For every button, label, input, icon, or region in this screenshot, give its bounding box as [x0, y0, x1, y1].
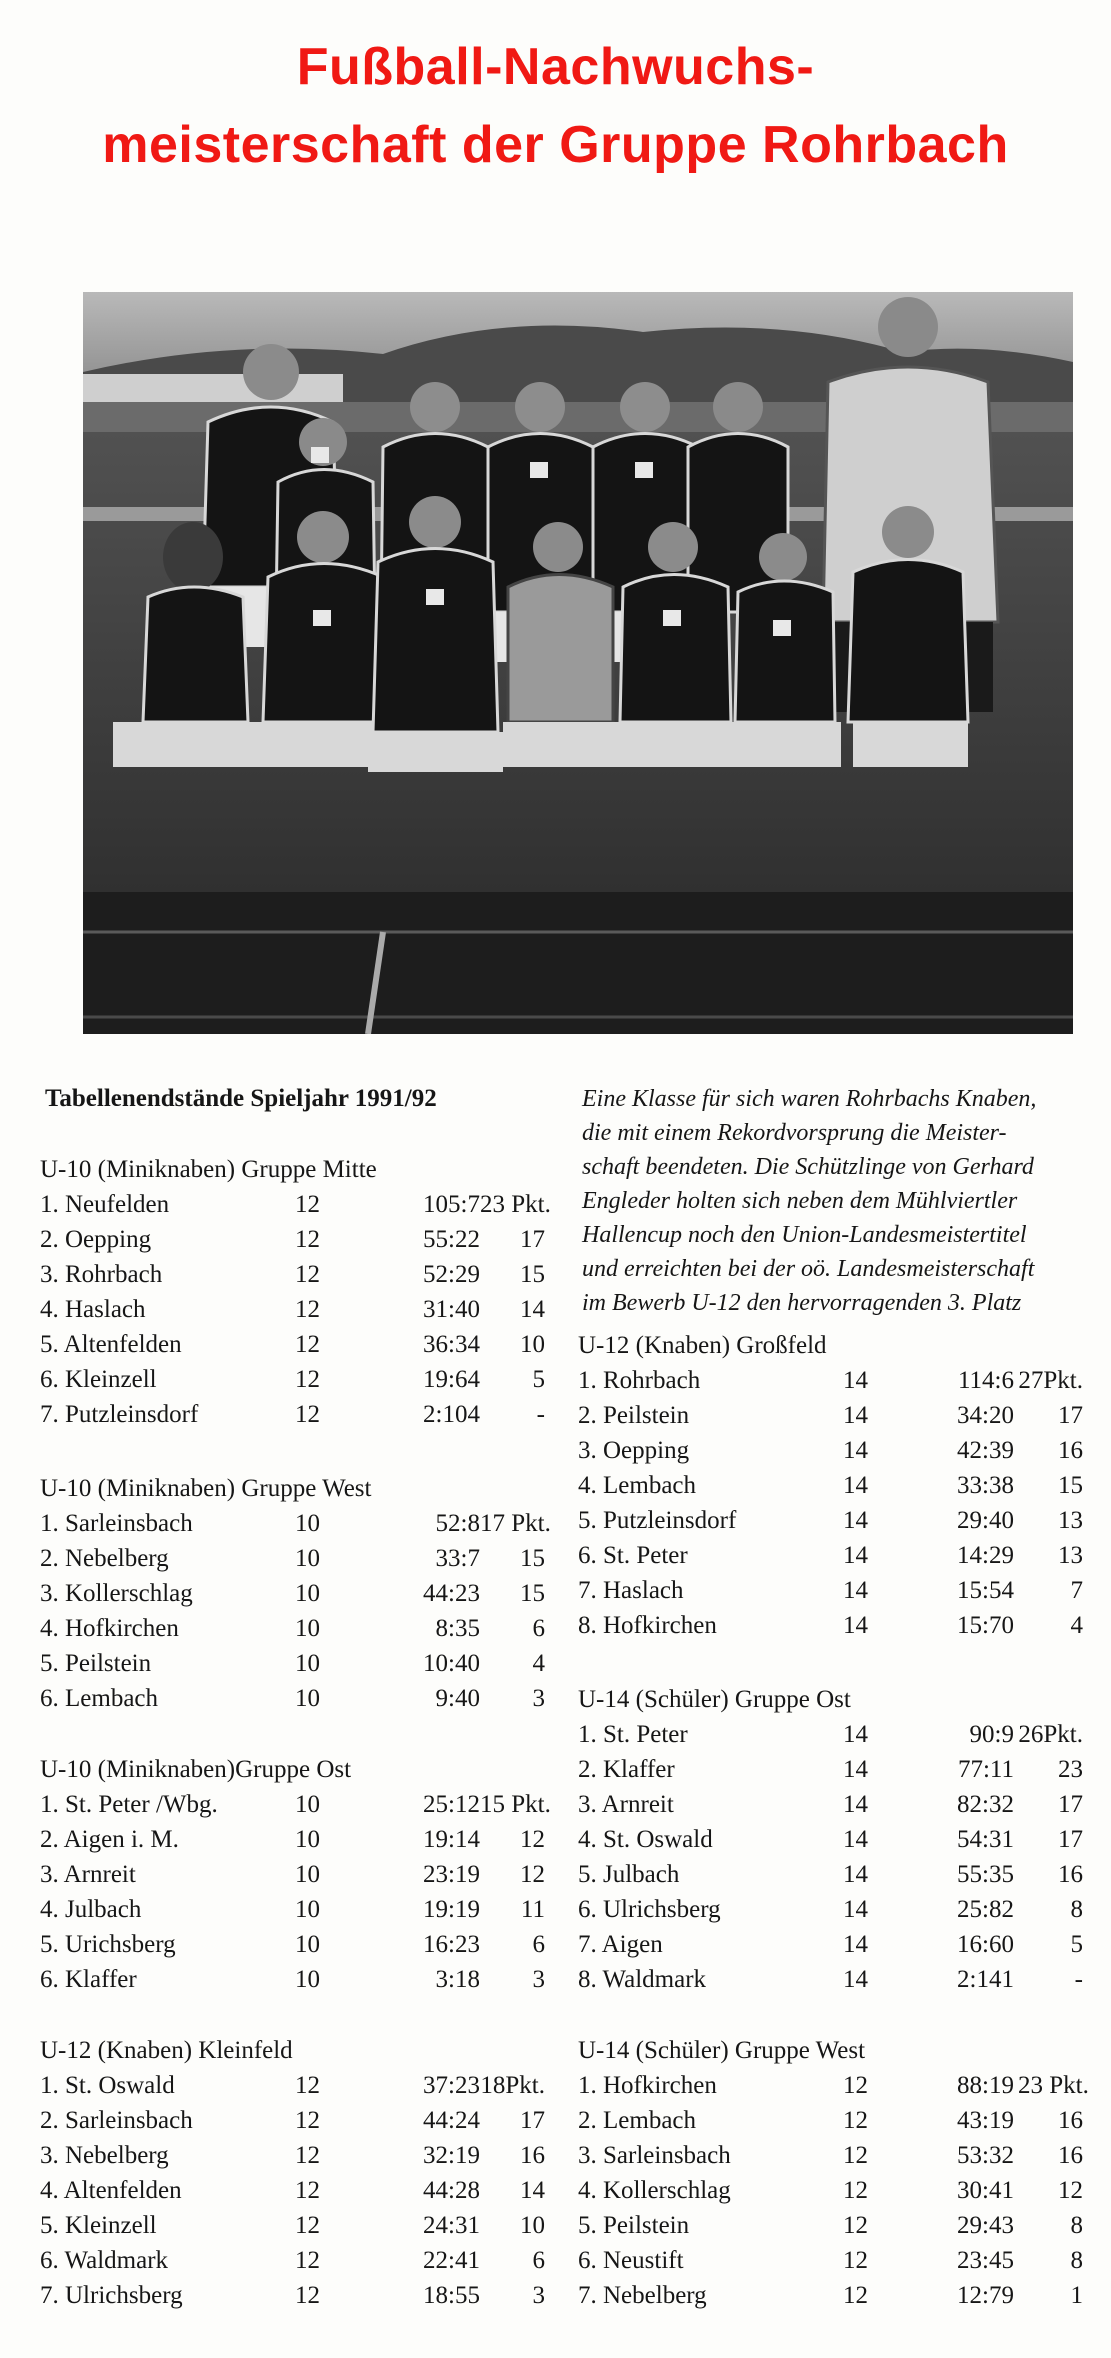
points: 6: [532, 1615, 545, 1642]
table-row: [578, 2278, 1088, 2313]
games-played: 12: [843, 2247, 868, 2274]
left-standings-column: [40, 1152, 550, 2313]
table-row: [578, 1857, 1088, 1892]
games-played: 12: [295, 1401, 320, 1428]
goal-ratio: 88:19: [957, 2072, 1014, 2099]
table-row: [578, 1363, 1088, 1398]
points: 6: [532, 1931, 545, 1958]
standings-group: [40, 1752, 550, 1997]
points: 12: [520, 1826, 545, 1853]
team-name: 5. Putzleinsdorf: [578, 1507, 737, 1534]
goal-ratio: 2:104: [423, 1401, 480, 1428]
table-row: [578, 1927, 1088, 1962]
standings-group: [578, 2033, 1088, 2313]
games-played: 10: [295, 1545, 320, 1572]
goal-ratio: 32:19: [423, 2142, 480, 2169]
team-name: 6. Kleinzell: [40, 1366, 157, 1393]
points: 14: [520, 2177, 545, 2204]
games-played: 12: [843, 2212, 868, 2239]
table-row: [578, 2138, 1088, 2173]
team-name: 4. Julbach: [40, 1896, 142, 1923]
table-row: [578, 2068, 1088, 2103]
team-name: 1. Sarleinsbach: [40, 1510, 193, 1537]
team-name: 4. Lembach: [578, 1472, 697, 1499]
team-name: 2. Klaffer: [578, 1756, 675, 1783]
points: 23 Pkt.: [480, 1191, 551, 1218]
team-name: 6. Waldmark: [40, 2247, 169, 2274]
points: 8: [1070, 2212, 1083, 2239]
games-played: 12: [295, 1296, 320, 1323]
points: 17: [1058, 1791, 1083, 1818]
team-name: 6. Neustift: [578, 2247, 684, 2274]
table-row: [40, 2278, 550, 2313]
games-played: 12: [295, 2177, 320, 2204]
goal-ratio: 53:32: [957, 2142, 1014, 2169]
games-played: 12: [843, 2072, 868, 2099]
points: 26Pkt.: [1018, 1721, 1083, 1748]
goal-ratio: 31:40: [423, 1296, 480, 1323]
team-name: 3. Kollerschlag: [40, 1580, 193, 1607]
group-title: U-14 (Schüler) Gruppe Ost: [578, 1686, 851, 1713]
table-row: [578, 2243, 1088, 2278]
team-photo-illustration: [83, 292, 1073, 1034]
standings-group: [578, 1682, 1088, 1997]
team-name: 4. Hofkirchen: [40, 1615, 179, 1642]
points: 16: [520, 2142, 545, 2169]
games-played: 14: [843, 1437, 868, 1464]
table-row: [40, 1541, 550, 1576]
points: 18Pkt.: [480, 2072, 545, 2099]
games-played: 10: [295, 1615, 320, 1642]
goal-ratio: 42:39: [957, 1437, 1014, 1464]
team-name: 5. Peilstein: [40, 1650, 152, 1677]
intro-line: Engleder holten sich neben dem Mühlviertler: [582, 1188, 1018, 1214]
table-row: [578, 1398, 1088, 1433]
points: 16: [1058, 2142, 1083, 2169]
intro-line: im Bewerb U-12 den hervorragenden 3. Platz: [582, 1290, 1022, 1316]
points: 17: [1058, 1826, 1083, 1853]
standings-group: [40, 1152, 550, 1432]
games-played: 12: [843, 2177, 868, 2204]
team-name: 5. Urichsberg: [40, 1931, 176, 1958]
goal-ratio: 16:23: [423, 1931, 480, 1958]
goal-ratio: 23:19: [423, 1861, 480, 1888]
goal-ratio: 105:7: [423, 1191, 480, 1218]
team-name: 2. Aigen i. M.: [40, 1826, 179, 1853]
team-name: 3. Rohrbach: [40, 1261, 163, 1288]
team-name: 3. Nebelberg: [40, 2142, 169, 2169]
games-played: 10: [295, 1580, 320, 1607]
goal-ratio: 29:43: [957, 2212, 1014, 2239]
intro-line: Eine Klasse für sich waren Rohrbachs Knaben,: [582, 1086, 1037, 1112]
team-name: 2. Sarleinsbach: [40, 2107, 193, 2134]
table-row: [578, 1468, 1088, 1503]
games-played: 14: [843, 1931, 868, 1958]
points: 3: [532, 2282, 545, 2309]
team-name: 2. Nebelberg: [40, 1545, 169, 1572]
intro-line: Hallencup noch den Union-Landesmeistertitel: [582, 1222, 1027, 1248]
team-name: 5. Peilstein: [578, 2212, 690, 2239]
games-played: 14: [843, 1472, 868, 1499]
table-row: [578, 1962, 1088, 1997]
points: 16: [1058, 1437, 1083, 1464]
games-played: 12: [843, 2142, 868, 2169]
table-row: [578, 2208, 1088, 2243]
games-played: 10: [295, 1791, 320, 1818]
team-name: 5. Kleinzell: [40, 2212, 157, 2239]
intro-line: und erreichten bei der oö. Landesmeisterschaft: [582, 1256, 1035, 1282]
games-played: 10: [295, 1826, 320, 1853]
table-row: [578, 1573, 1088, 1608]
goal-ratio: 19:64: [423, 1366, 480, 1393]
goal-ratio: 55:22: [423, 1226, 480, 1253]
table-row: [40, 1681, 550, 1716]
games-played: 14: [843, 1966, 868, 1993]
points: 5: [532, 1366, 545, 1393]
goal-ratio: 12:79: [957, 2282, 1014, 2309]
games-played: 12: [295, 1261, 320, 1288]
goal-ratio: 29:40: [957, 1507, 1014, 1534]
games-played: 14: [843, 1577, 868, 1604]
goal-ratio: 10:40: [423, 1650, 480, 1677]
points: 17: [520, 2107, 545, 2134]
team-name: 1. Neufelden: [40, 1191, 170, 1218]
title-line-2: meisterschaft der Gruppe Rohrbach: [102, 116, 1009, 174]
table-row: [40, 1506, 550, 1541]
table-row: [40, 2208, 550, 2243]
goal-ratio: 25:82: [957, 1896, 1014, 1923]
points: 17: [1058, 1402, 1083, 1429]
team-name: 1. Hofkirchen: [578, 2072, 717, 2099]
points: 8: [1070, 1896, 1083, 1923]
goal-ratio: 52:8: [435, 1510, 480, 1537]
games-played: 14: [843, 1507, 868, 1534]
team-name: 1. Rohrbach: [578, 1367, 701, 1394]
table-row: [578, 1892, 1088, 1927]
games-played: 10: [295, 1685, 320, 1712]
games-played: 10: [295, 1510, 320, 1537]
points: 16: [1058, 2107, 1083, 2134]
goal-ratio: 23:45: [957, 2247, 1014, 2274]
table-row: [40, 1576, 550, 1611]
goal-ratio: 16:60: [957, 1931, 1014, 1958]
points: 4: [1070, 1612, 1083, 1639]
table-row: [578, 1503, 1088, 1538]
table-row: [578, 1822, 1088, 1857]
team-photo: [83, 292, 1073, 1034]
team-name: 1. St. Peter: [578, 1721, 688, 1748]
points: 17 Pkt.: [480, 1510, 551, 1537]
goal-ratio: 18:55: [423, 2282, 480, 2309]
table-row: [40, 2138, 550, 2173]
points: 3: [532, 1685, 545, 1712]
table-row: [40, 1222, 550, 1257]
games-played: 14: [843, 1721, 868, 1748]
games-played: 10: [295, 1650, 320, 1677]
points: 23: [1058, 1756, 1083, 1783]
intro-line: schaft beendeten. Die Schützlinge von Gerhard: [582, 1154, 1034, 1180]
table-row: [40, 2173, 550, 2208]
team-name: 4. Altenfelden: [40, 2177, 182, 2204]
table-row: [578, 2173, 1088, 2208]
points: 13: [1058, 1507, 1083, 1534]
goal-ratio: 30:41: [957, 2177, 1014, 2204]
team-name: 2. Lembach: [578, 2107, 697, 2134]
points: 27Pkt.: [1018, 1367, 1083, 1394]
table-row: [40, 2243, 550, 2278]
goal-ratio: 2:141: [957, 1966, 1014, 1993]
page-title: [0, 28, 1111, 184]
team-name: 1. St. Oswald: [40, 2072, 175, 2099]
right-standings-column: [578, 1328, 1088, 2313]
games-played: 14: [843, 1861, 868, 1888]
goal-ratio: 24:31: [423, 2212, 480, 2239]
title-line-1: Fußball-Nachwuchs-: [296, 38, 815, 96]
points: 17: [520, 1226, 545, 1253]
goal-ratio: 9:40: [435, 1685, 480, 1712]
table-row: [40, 1822, 550, 1857]
games-played: 12: [295, 2107, 320, 2134]
team-name: 6. Ulrichsberg: [578, 1896, 721, 1923]
table-row: [40, 1962, 550, 1997]
points: 3: [532, 1966, 545, 1993]
games-played: 10: [295, 1896, 320, 1923]
points: 14: [520, 1296, 545, 1323]
points: -: [536, 1401, 545, 1428]
team-name: 6. St. Peter: [578, 1542, 688, 1569]
table-row: [578, 1752, 1088, 1787]
table-row: [578, 1787, 1088, 1822]
points: 10: [520, 2212, 545, 2239]
goal-ratio: 44:23: [423, 1580, 480, 1607]
goal-ratio: 14:29: [957, 1542, 1014, 1569]
group-title: U-10 (Miniknaben) Gruppe West: [40, 1475, 372, 1502]
team-name: 2. Oepping: [40, 1226, 152, 1253]
team-name: 1. St. Peter /Wbg.: [40, 1791, 218, 1818]
games-played: 12: [295, 2072, 320, 2099]
table-row: [578, 2103, 1088, 2138]
goal-ratio: 44:28: [423, 2177, 480, 2204]
goal-ratio: 114:6: [957, 1367, 1014, 1394]
team-name: 2. Peilstein: [578, 1402, 690, 1429]
goal-ratio: 33:38: [957, 1472, 1014, 1499]
games-played: 12: [295, 1366, 320, 1393]
team-name: 7. Nebelberg: [578, 2282, 707, 2309]
group-title: U-14 (Schüler) Gruppe West: [578, 2037, 866, 2064]
goal-ratio: 52:29: [423, 1261, 480, 1288]
standings-group: [578, 1328, 1088, 1643]
group-title: U-12 (Knaben) Großfeld: [578, 1332, 827, 1359]
points: 16: [1058, 1861, 1083, 1888]
points: 12: [520, 1861, 545, 1888]
table-row: [40, 1362, 550, 1397]
group-title: U-12 (Knaben) Kleinfeld: [40, 2037, 293, 2064]
team-name: 7. Haslach: [578, 1577, 684, 1604]
games-played: 14: [843, 1542, 868, 1569]
table-row: [40, 1646, 550, 1681]
table-row: [40, 1857, 550, 1892]
table-row: [40, 1611, 550, 1646]
team-name: 3. Sarleinsbach: [578, 2142, 731, 2169]
points: 13: [1058, 1542, 1083, 1569]
goal-ratio: 36:34: [423, 1331, 480, 1358]
games-played: 12: [295, 1191, 320, 1218]
games-played: 10: [295, 1861, 320, 1888]
goal-ratio: 3:18: [435, 1966, 480, 1993]
team-name: 8. Hofkirchen: [578, 1612, 717, 1639]
points: 15: [1058, 1472, 1083, 1499]
table-row: [578, 1717, 1088, 1752]
group-title: U-10 (Miniknaben) Gruppe Mitte: [40, 1156, 377, 1183]
team-name: 4. Haslach: [40, 1296, 146, 1323]
games-played: 14: [843, 1402, 868, 1429]
points: 1: [1070, 2282, 1083, 2309]
goal-ratio: 37:23: [423, 2072, 480, 2099]
goal-ratio: 33:7: [435, 1545, 480, 1572]
games-played: 12: [295, 2142, 320, 2169]
points: 5: [1070, 1931, 1083, 1958]
team-name: 3. Arnreit: [40, 1861, 136, 1888]
goal-ratio: 19:14: [423, 1826, 480, 1853]
games-played: 10: [295, 1966, 320, 1993]
games-played: 10: [295, 1931, 320, 1958]
team-name: 7. Aigen: [578, 1931, 663, 1958]
points: 23 Pkt.: [1018, 2072, 1089, 2099]
goal-ratio: 8:35: [435, 1615, 480, 1642]
points: 7: [1070, 1577, 1083, 1604]
team-name: 7. Ulrichsberg: [40, 2282, 183, 2309]
table-row: [40, 2068, 550, 2103]
goal-ratio: 77:11: [957, 1756, 1014, 1783]
table-row: [578, 1538, 1088, 1573]
table-row: [40, 1892, 550, 1927]
table-row: [40, 1257, 550, 1292]
team-name: 5. Altenfelden: [40, 1331, 182, 1358]
games-played: 12: [843, 2282, 868, 2309]
table-row: [578, 1433, 1088, 1468]
points: 15 Pkt.: [480, 1791, 551, 1818]
team-name: 6. Klaffer: [40, 1966, 137, 1993]
points: 11: [520, 1896, 545, 1923]
goal-ratio: 44:24: [423, 2107, 480, 2134]
team-name: 4. Kollerschlag: [578, 2177, 731, 2204]
points: 6: [532, 2247, 545, 2274]
games-played: 12: [843, 2107, 868, 2134]
table-row: [40, 2103, 550, 2138]
goal-ratio: 54:31: [957, 1826, 1014, 1853]
goal-ratio: 19:19: [423, 1896, 480, 1923]
points: 15: [520, 1545, 545, 1572]
team-name: 4. St. Oswald: [578, 1826, 713, 1853]
points: 15: [520, 1261, 545, 1288]
goal-ratio: 43:19: [957, 2107, 1014, 2134]
team-name: 3. Oepping: [578, 1437, 690, 1464]
goal-ratio: 55:35: [957, 1861, 1014, 1888]
table-row: [40, 1787, 550, 1822]
points: 12: [1058, 2177, 1083, 2204]
team-name: 6. Lembach: [40, 1685, 159, 1712]
standings-group: [40, 1471, 550, 1716]
table-row: [40, 1187, 550, 1222]
standings-heading: Tabellenendstände Spieljahr 1991/92: [45, 1085, 437, 1112]
games-played: 14: [843, 1367, 868, 1394]
games-played: 12: [295, 2282, 320, 2309]
team-name: 3. Arnreit: [578, 1791, 674, 1818]
team-name: 5. Julbach: [578, 1861, 680, 1888]
games-played: 14: [843, 1612, 868, 1639]
games-played: 14: [843, 1756, 868, 1783]
games-played: 12: [295, 2247, 320, 2274]
games-played: 14: [843, 1896, 868, 1923]
table-row: [40, 1397, 550, 1432]
games-played: 12: [295, 2212, 320, 2239]
points: -: [1074, 1966, 1083, 1993]
games-played: 12: [295, 1331, 320, 1358]
games-played: 14: [843, 1791, 868, 1818]
goal-ratio: 34:20: [957, 1402, 1014, 1429]
standings-group: [40, 2033, 550, 2313]
intro-paragraph: [582, 1082, 1082, 1320]
points: 8: [1070, 2247, 1083, 2274]
team-name: 7. Putzleinsdorf: [40, 1401, 199, 1428]
table-row: [578, 1608, 1088, 1643]
points: 4: [532, 1650, 545, 1677]
group-title: U-10 (Miniknaben)Gruppe Ost: [40, 1756, 352, 1783]
goal-ratio: 25:12: [423, 1791, 480, 1818]
table-row: [40, 1327, 550, 1362]
games-played: 12: [295, 1226, 320, 1253]
points: 15: [520, 1580, 545, 1607]
goal-ratio: 15:70: [957, 1612, 1014, 1639]
goal-ratio: 15:54: [957, 1577, 1014, 1604]
team-name: 8. Waldmark: [578, 1966, 707, 1993]
table-row: [40, 1292, 550, 1327]
goal-ratio: 90:9: [969, 1721, 1014, 1748]
games-played: 14: [843, 1826, 868, 1853]
points: 10: [520, 1331, 545, 1358]
table-row: [40, 1927, 550, 1962]
intro-line: die mit einem Rekordvorsprung die Meister-: [582, 1120, 1007, 1146]
goal-ratio: 22:41: [423, 2247, 480, 2274]
goal-ratio: 82:32: [957, 1791, 1014, 1818]
